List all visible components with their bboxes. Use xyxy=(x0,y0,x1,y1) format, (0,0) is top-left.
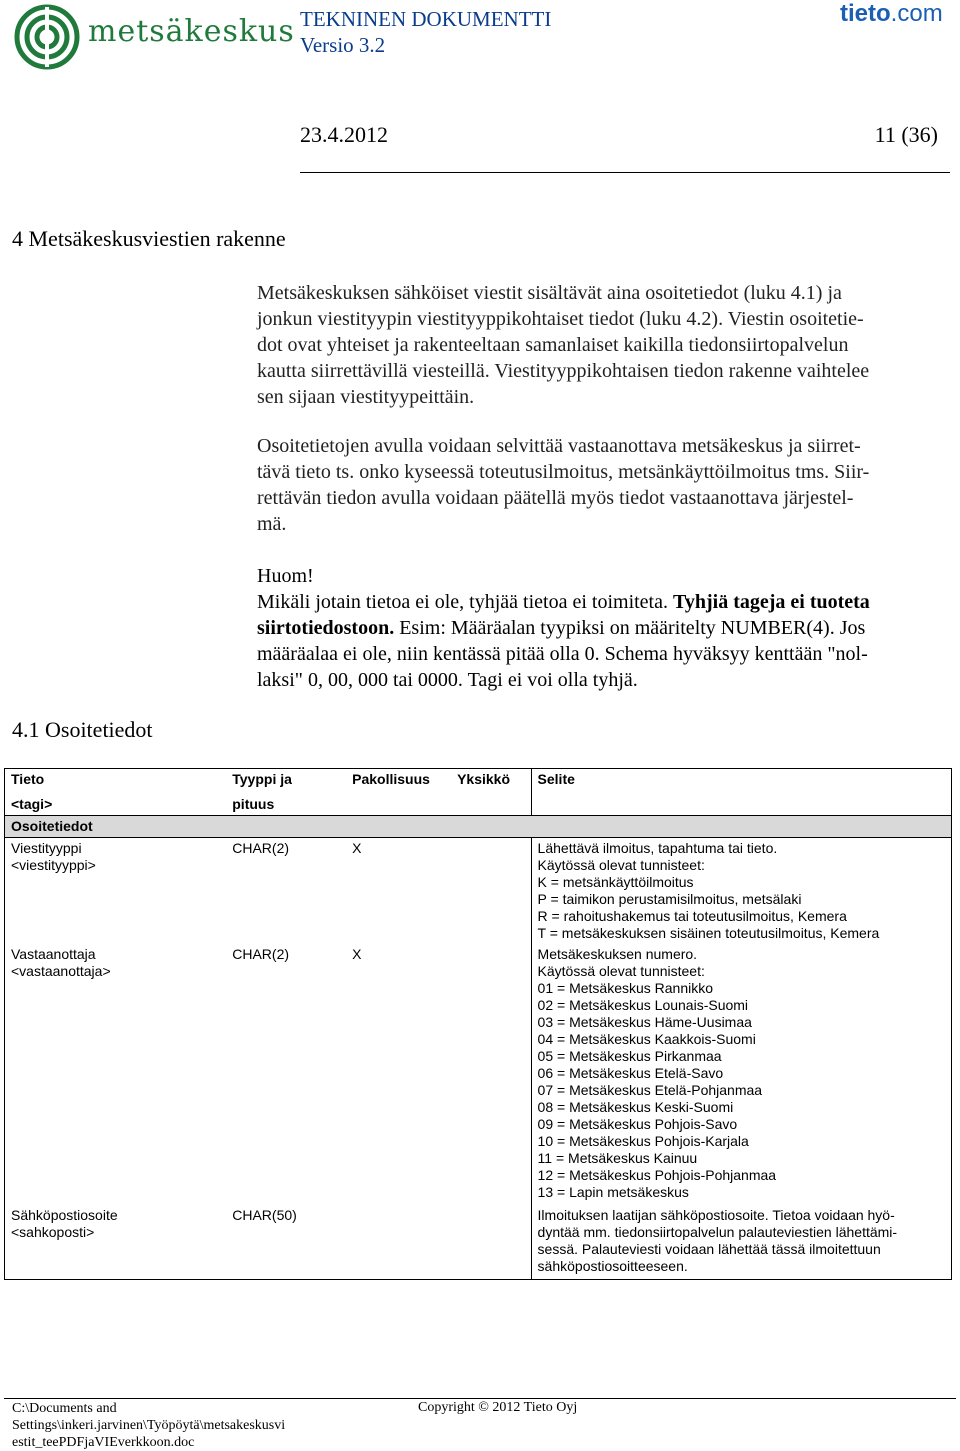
document-header-title xyxy=(300,6,551,58)
description-line: K = metsänkäyttöilmoitus xyxy=(537,874,694,890)
field-name-cell xyxy=(5,1205,227,1280)
header-label: pituus xyxy=(232,796,275,812)
section-label: Osoitetiedot xyxy=(5,816,952,838)
description-line: 12 = Metsäkeskus Pohjois-Pohjanmaa xyxy=(537,1167,777,1183)
field-tag: <sahkoposti> xyxy=(11,1224,95,1240)
paragraph-line: jonkun viestityypin viestityyppikohtaiset tiedot (luku 4.2). Viestin osoitetie- xyxy=(257,308,864,330)
note-emphasis: Tyhjiä tageja ei tuoteta xyxy=(673,591,870,613)
description-line: sähköpostiosoitteeseen. xyxy=(537,1258,688,1274)
page-number: 11 (36) xyxy=(874,122,938,147)
description-line: T = metsäkeskuksen sisäinen toteutusilmoitus, Kemera xyxy=(537,925,880,941)
table-row xyxy=(5,838,952,945)
description-line: Ilmoituksen laatijan sähköpostiosoite. Tietoa voidaan hyö- xyxy=(537,1207,895,1223)
tieto-logo-main: tieto xyxy=(840,0,891,27)
field-type: CHAR(2) xyxy=(232,946,290,962)
field-name-cell xyxy=(5,944,227,1205)
field-tag: <viestityyppi> xyxy=(11,857,96,873)
note-paragraph xyxy=(257,563,947,693)
document-version: Versio 3.2 xyxy=(300,33,386,57)
path-line: C:\Documents and xyxy=(12,1401,117,1416)
address-info-paragraph xyxy=(257,433,947,537)
header-pakollisuus: Pakollisuus xyxy=(352,771,430,787)
path-line: Settings\inkeri.jarvinen\Työpöytä\metsakeskusvi xyxy=(12,1418,286,1433)
concentric-ring-logo-icon xyxy=(14,4,80,70)
paragraph-line: kautta siirrettävillä viesteillä. Viestityyppikohtaisen tiedon rakenne vaihtelee xyxy=(257,360,870,382)
tieto-logo-suffix: .com xyxy=(890,0,943,27)
paragraph-line: Osoitetietojen avulla voidaan selvittää vastaanottava metsäkeskus ja siirret- xyxy=(257,435,861,457)
header-tyyppi xyxy=(226,769,346,816)
header-yksikko: Yksikkö xyxy=(457,771,511,787)
description-line: 04 = Metsäkeskus Kaakkois-Suomi xyxy=(537,1031,756,1047)
header-tieto xyxy=(5,769,227,816)
header-selite: Selite xyxy=(531,769,951,816)
paragraph-line: Metsäkeskuksen sähköiset viestit sisältävät aina osoitetiedot (luku 4.1) ja xyxy=(257,282,842,304)
section-heading: 4 Metsäkeskusviestien rakenne xyxy=(12,226,286,251)
note-emphasis: siirtotiedostoon. xyxy=(257,617,395,639)
field-type: CHAR(2) xyxy=(232,840,290,856)
paragraph-line xyxy=(257,589,947,615)
path-line: estit_teePDFjaVIEverkkoon.doc xyxy=(12,1435,195,1450)
table-header-row xyxy=(5,769,952,816)
paragraph-line: määräalaa ei ole, niin kentässä pitää olla 0. Schema hyväksyy kenttään "nol- xyxy=(257,643,868,665)
header-label: Tieto xyxy=(11,771,45,787)
metsakeskus-logo-text: metsäkeskus xyxy=(88,14,295,49)
field-required: X xyxy=(352,946,362,962)
description-line: dyntää mm. tiedonsiirtopalvelun palauteviestien lähettämi- xyxy=(537,1224,898,1240)
field-name: Vastaanottaja xyxy=(11,946,96,962)
description-line: 03 = Metsäkeskus Häme-Uusimaa xyxy=(537,1014,752,1030)
description-line: 05 = Metsäkeskus Pirkanmaa xyxy=(537,1048,722,1064)
metsakeskus-logo xyxy=(14,4,295,70)
field-name: Sähköpostiosoite xyxy=(11,1207,118,1223)
intro-paragraph xyxy=(257,280,947,410)
field-required xyxy=(346,1205,451,1280)
note-text: Mikäli jotain tietoa ei ole, tyhjää tietoa ei toimiteta. xyxy=(257,591,673,613)
description-line: 11 = Metsäkeskus Kainuu xyxy=(537,1150,698,1166)
document-date: 23.4.2012 xyxy=(300,122,388,147)
field-description xyxy=(531,1205,951,1280)
note-label: Huom! xyxy=(257,565,314,587)
paragraph-line: rettävän tiedon avulla voidaan päätellä myös tiedot vastaanottava järjestel- xyxy=(257,487,854,509)
footer-file-path xyxy=(12,1400,332,1451)
field-tag: <vastaanottaja> xyxy=(11,963,111,979)
description-line: 10 = Metsäkeskus Pohjois-Karjala xyxy=(537,1133,749,1149)
header-divider xyxy=(300,172,950,173)
paragraph-line: tävä tieto ts. onko kyseessä toteutusilmoitus, metsänkäyttöilmoitus tms. Siir- xyxy=(257,461,870,483)
description-line: sessä. Palauteviesti voidaan lähettää tässä ilmoitettuun xyxy=(537,1241,881,1257)
field-name-cell xyxy=(5,838,227,945)
description-line: Käytössä olevat tunnisteet: xyxy=(537,963,705,979)
footer-copyright: Copyright © 2012 Tieto Oyj xyxy=(418,1400,578,1415)
description-line: Metsäkeskuksen numero. xyxy=(537,946,698,962)
table-row xyxy=(5,944,952,1205)
description-line: 01 = Metsäkeskus Rannikko xyxy=(537,980,714,996)
document-type: TEKNINEN DOKUMENTTI xyxy=(300,7,552,31)
field-description xyxy=(531,838,951,945)
description-line: Käytössä olevat tunnisteet: xyxy=(537,857,705,873)
field-description xyxy=(531,944,951,1205)
field-required: X xyxy=(352,840,362,856)
description-line: 08 = Metsäkeskus Keski-Suomi xyxy=(537,1099,734,1115)
description-line: 06 = Metsäkeskus Etelä-Savo xyxy=(537,1065,724,1081)
paragraph-line: mä. xyxy=(257,513,287,535)
field-type: CHAR(50) xyxy=(232,1207,297,1223)
description-line: Lähettävä ilmoitus, tapahtuma tai tieto. xyxy=(537,840,778,856)
description-line: 13 = Lapin metsäkeskus xyxy=(537,1184,689,1200)
note-text: Esim: Määräalan tyypiksi on määritelty NUMBER(4). Jos xyxy=(394,617,866,639)
tieto-logo xyxy=(840,0,943,28)
paragraph-line: dot ovat yhteiset ja rakenteeltaan samanlaiset kaikilla tiedonsiirtopalvelun xyxy=(257,334,849,356)
paragraph-line xyxy=(257,615,947,641)
field-unit xyxy=(451,838,531,945)
footer-divider xyxy=(4,1398,956,1399)
field-name: Viestityyppi xyxy=(11,840,82,856)
description-line: R = rahoitushakemus tai toteutusilmoitus, Kemera xyxy=(537,908,847,924)
table-section-row xyxy=(5,816,952,838)
paragraph-line: sen sijaan viestityypeittäin. xyxy=(257,386,475,408)
address-fields-table xyxy=(4,768,952,1280)
field-unit xyxy=(451,944,531,1205)
description-line: 07 = Metsäkeskus Etelä-Pohjanmaa xyxy=(537,1082,763,1098)
paragraph-line: laksi" 0, 00, 000 tai 0000. Tagi ei voi olla tyhjä. xyxy=(257,669,638,691)
header-label: Tyyppi ja xyxy=(232,771,292,787)
description-line: P = taimikon perustamisilmoitus, metsälaki xyxy=(537,891,802,907)
table-row xyxy=(5,1205,952,1280)
field-unit xyxy=(451,1205,531,1280)
header-label: <tagi> xyxy=(11,796,53,812)
subsection-heading: 4.1 Osoitetiedot xyxy=(12,717,153,742)
description-line: 09 = Metsäkeskus Pohjois-Savo xyxy=(537,1116,738,1132)
description-line: 02 = Metsäkeskus Lounais-Suomi xyxy=(537,997,749,1013)
